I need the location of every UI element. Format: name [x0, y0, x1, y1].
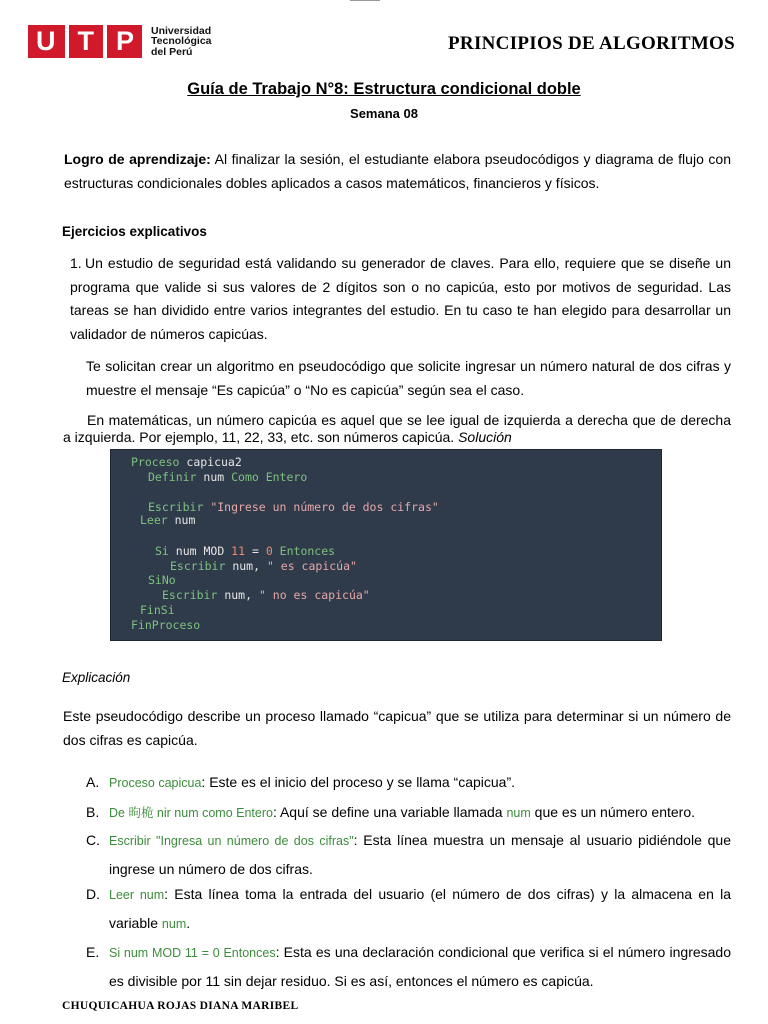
- logo-letter-t: T: [77, 26, 94, 56]
- list-text: : Esta es una declaración condicional que verifica si el número ingresado es divisible por 11 sin dejar residuo. Si es así, entonces el número es capicúa.: [109, 944, 732, 989]
- logo-text-line: Tecnológica: [151, 35, 212, 48]
- list-code: De 昫桅 nir num como Entero: [109, 806, 273, 820]
- list-code: Si num MOD 11 = 0 Entonces: [109, 946, 276, 960]
- solution-label: Solución: [458, 429, 512, 445]
- list-letter: A.: [86, 774, 100, 790]
- exercise-1-text: Un estudio de seguridad está validando su generador de claves. Para ello, requiere que se diseñe un programa que valide si sus valores de 2 dígitos son o no capicúa, esto por motivos de seguridad. Las tareas se han dividido entre varios integrantes del estudio. En tu caso te han elegido para desarrollar un validador de números capicúas.: [70, 255, 731, 342]
- list-code-inline: num: [506, 806, 531, 820]
- list-item: [86, 938, 731, 995]
- code-line: Escribir num, " no es capicúa": [162, 588, 370, 602]
- logo-letter-p: P: [116, 26, 135, 56]
- code-line: Proceso capicua2: [131, 455, 242, 469]
- logo-text-line: Universidad: [151, 24, 212, 37]
- list-item: [86, 826, 731, 883]
- list-code: Escribir "Ingresa un número de dos cifras": [109, 834, 354, 848]
- list-letter: C.: [86, 832, 100, 848]
- list-code-inline: num: [161, 917, 187, 931]
- section-title: Ejercicios explicativos: [62, 224, 207, 239]
- code-line: Escribir num, " es capicúa": [170, 559, 357, 573]
- math-paragraph: [63, 412, 731, 446]
- explanation-heading: Explicación: [62, 670, 131, 685]
- list-text: : Esta línea toma la entrada del usuario (el número de dos cifras) y la almacena en la variable: [109, 886, 732, 931]
- code-line: SiNo: [148, 573, 176, 587]
- explanation-paragraph: Este pseudocódigo describe un proceso llamado “capicua” que se utiliza para determinar si un número de dos cifras es capicúa.: [63, 708, 731, 748]
- logo-university-name: [151, 26, 211, 58]
- list-item: [86, 798, 731, 827]
- logo-letter-u: U: [36, 26, 56, 56]
- pseudocode-block: [110, 449, 662, 641]
- guide-title: Guía de Trabajo N°8: Estructura condicional doble: [187, 80, 581, 98]
- list-code: Leer num: [109, 888, 165, 902]
- code-line: Leer num: [140, 513, 196, 527]
- list-text: que es un número entero.: [530, 804, 696, 820]
- math-paragraph-text: En matemáticas, un número capicúa es aquel que se lee igual de izquierda a derecha que de derecha a izquierda. Por ejemplo, 11, 22, 33, etc. son números capicúa.: [63, 412, 731, 445]
- exercise-number: 1.: [70, 255, 82, 271]
- page-top-mark: [350, 0, 380, 1]
- list-code: Proceso capicua: [109, 776, 202, 790]
- list-item: [86, 880, 731, 938]
- code-line: Escribir "Ingrese un número de dos cifras": [148, 500, 439, 514]
- utp-logo: [28, 25, 212, 58]
- code-line: FinSi: [140, 603, 175, 617]
- learning-outcome-label: Logro de aprendizaje:: [64, 151, 211, 167]
- learning-outcome-text: Al finalizar la sesión, el estudiante elabora pseudocódigos y diagrama de flujo con estructuras condicionales dobles aplicados a casos matemáticos, financieros y físicos.: [64, 151, 731, 191]
- code-line: Definir num Como Entero: [148, 470, 308, 484]
- course-title: PRINCIPIOS DE ALGORITMOS: [448, 33, 735, 54]
- code-line: Si num MOD 11 = 0 Entonces: [155, 544, 336, 558]
- exercise-1: [70, 252, 731, 346]
- list-letter: B.: [86, 804, 100, 820]
- request-paragraph: Te solicitan crear un algoritmo en pseudocódigo que solicite ingresar un número natural de dos cifras y muestre el mensaje “Es capicúa” o “No es capicúa” según sea el caso.: [86, 358, 731, 398]
- list-letter: D.: [86, 886, 100, 902]
- list-item: [86, 768, 731, 797]
- list-text: : Este es el inicio del proceso y se llama “capicua”.: [201, 774, 516, 790]
- list-text: : Esta línea muestra un mensaje al usuario pidiéndole que ingrese un número de dos cifras.: [109, 832, 731, 877]
- list-letter: E.: [86, 944, 100, 960]
- footer-author: CHUQUICAHUA ROJAS DIANA MARIBEL: [62, 1000, 299, 1012]
- code-line: FinProceso: [131, 618, 201, 632]
- week-label: Semana 08: [350, 106, 418, 121]
- utp-logo-block: [28, 25, 142, 58]
- list-text: .: [186, 915, 191, 931]
- list-text: : Aquí se define una variable llamada: [272, 804, 507, 820]
- logo-text-line: del Perú: [151, 45, 193, 58]
- learning-outcome: [64, 148, 731, 195]
